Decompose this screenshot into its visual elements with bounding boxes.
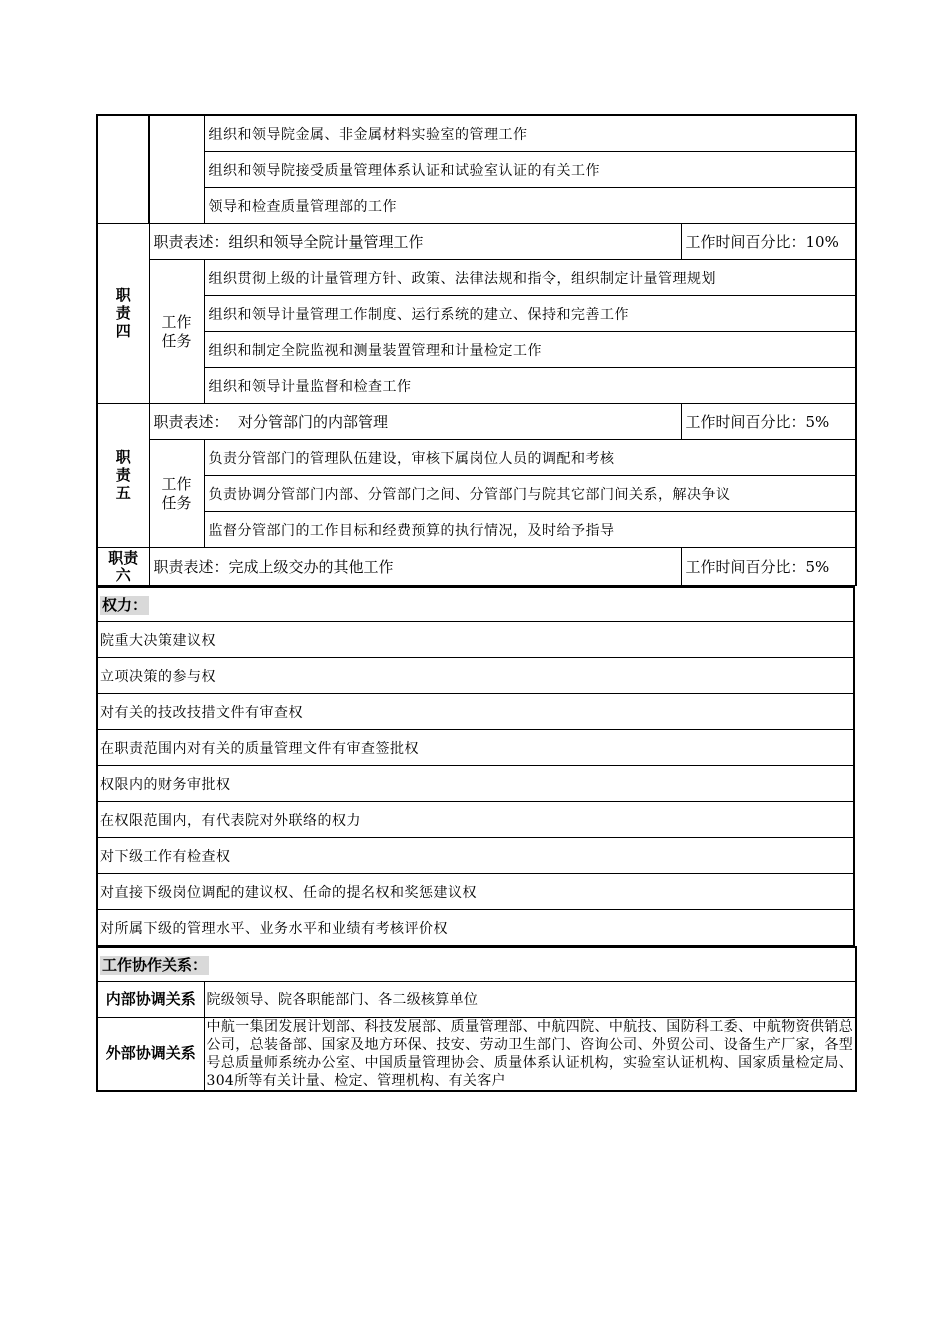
power-item: 院重大决策建议权 xyxy=(97,622,854,658)
table-row xyxy=(97,802,854,838)
section-header-row xyxy=(97,587,854,622)
table-row xyxy=(97,694,854,730)
job-description-sheet xyxy=(96,114,855,1092)
power-item: 在职责范围内对有关的质量管理文件有审查签批权 xyxy=(97,730,854,766)
duty-description: 职责表述：完成上级交办的其他工作 xyxy=(149,548,681,586)
power-item: 对下级工作有检查权 xyxy=(97,838,854,874)
external-relations-value: 中航一集团发展计划部、科技发展部、质量管理部、中航四院、中航技、国防科工委、中航物资供销总公司，总装备部、国家及地方环保、技安、劳动卫生部门、咨询公司、外贸公司、设备生产厂家，各型号总质量师系统办公室、中国质量管理协会、质量体系认证机构，实验室认证机构、国家质量检定局、304所等有关计量、检定、管理机构、有关客户 xyxy=(204,1018,856,1092)
table-row xyxy=(97,910,854,946)
power-item: 权限内的财务审批权 xyxy=(97,766,854,802)
duty-description: 职责表述：组织和领导全院计量管理工作 xyxy=(149,224,681,260)
internal-relations-value: 院级领导、院各职能部门、各二级核算单位 xyxy=(204,982,856,1018)
table-row xyxy=(97,476,856,512)
power-item: 对有关的技改技措文件有审查权 xyxy=(97,694,854,730)
relations-title: 工作协作关系： xyxy=(102,957,208,974)
task-cell: 领导和检查质量管理部的工作 xyxy=(204,188,856,224)
duty-percent: 工作时间百分比：5% xyxy=(681,548,856,586)
power-item: 在权限范围内，有代表院对外联络的权力 xyxy=(97,802,854,838)
relations-table xyxy=(96,946,857,1092)
task-cell: 组织和领导计量管理工作制度、运行系统的建立、保持和完善工作 xyxy=(204,296,856,332)
table-row xyxy=(97,874,854,910)
power-item: 立项决策的参与权 xyxy=(97,658,854,694)
task-cell: 组织和领导院接受质量管理体系认证和试验室认证的有关工作 xyxy=(204,152,856,188)
duty-label: 职责五 xyxy=(115,448,131,502)
table-row xyxy=(97,838,854,874)
section-header-row xyxy=(97,947,856,982)
powers-table xyxy=(96,586,855,946)
table-row xyxy=(97,368,856,404)
task-cell: 组织和领导院金属、非金属材料实验室的管理工作 xyxy=(204,115,856,152)
table-row xyxy=(97,296,856,332)
power-item: 对直接下级岗位调配的建议权、任命的提名权和奖惩建议权 xyxy=(97,874,854,910)
external-relations-label: 外部协调关系 xyxy=(97,1018,204,1092)
table-row xyxy=(97,1018,856,1092)
duty-percent: 工作时间百分比：10% xyxy=(681,224,856,260)
table-row xyxy=(97,622,854,658)
task-label: 工作任务 xyxy=(161,312,192,350)
table-row xyxy=(97,982,856,1018)
power-item: 对所属下级的管理水平、业务水平和业绩有考核评价权 xyxy=(97,910,854,946)
table-row xyxy=(97,766,854,802)
table-row xyxy=(97,404,856,440)
task-label: 工作任务 xyxy=(161,474,192,512)
task-cell: 监督分管部门的工作目标和经费预算的执行情况，及时给予指导 xyxy=(204,512,856,548)
table-row xyxy=(97,152,856,188)
table-row xyxy=(97,224,856,260)
task-cell: 组织和制定全院监视和测量装置管理和计量检定工作 xyxy=(204,332,856,368)
table-row xyxy=(97,332,856,368)
table-row xyxy=(97,658,854,694)
duty-percent: 工作时间百分比：5% xyxy=(681,404,856,440)
internal-relations-label: 内部协调关系 xyxy=(97,982,204,1018)
powers-title: 权力： xyxy=(102,597,148,614)
table-row xyxy=(97,548,856,586)
task-cell: 负责协调分管部门内部、分管部门之间、分管部门与院其它部门间关系，解决争议 xyxy=(204,476,856,512)
duty-label: 职责四 xyxy=(115,286,131,340)
task-cell: 负责分管部门的管理队伍建设，审核下属岗位人员的调配和考核 xyxy=(204,440,856,476)
task-cell: 组织和领导计量监督和检查工作 xyxy=(204,368,856,404)
duties-table xyxy=(96,114,857,586)
duty-label: 职责六 xyxy=(108,549,139,584)
duty-description: 职责表述： 对分管部门的内部管理 xyxy=(149,404,681,440)
task-cell: 组织贯彻上级的计量管理方针、政策、法律法规和指令，组织制定计量管理规划 xyxy=(204,260,856,296)
table-row xyxy=(97,188,856,224)
table-row xyxy=(97,440,856,476)
table-row xyxy=(97,512,856,548)
table-row xyxy=(97,260,856,296)
table-row xyxy=(97,115,856,152)
table-row xyxy=(97,730,854,766)
